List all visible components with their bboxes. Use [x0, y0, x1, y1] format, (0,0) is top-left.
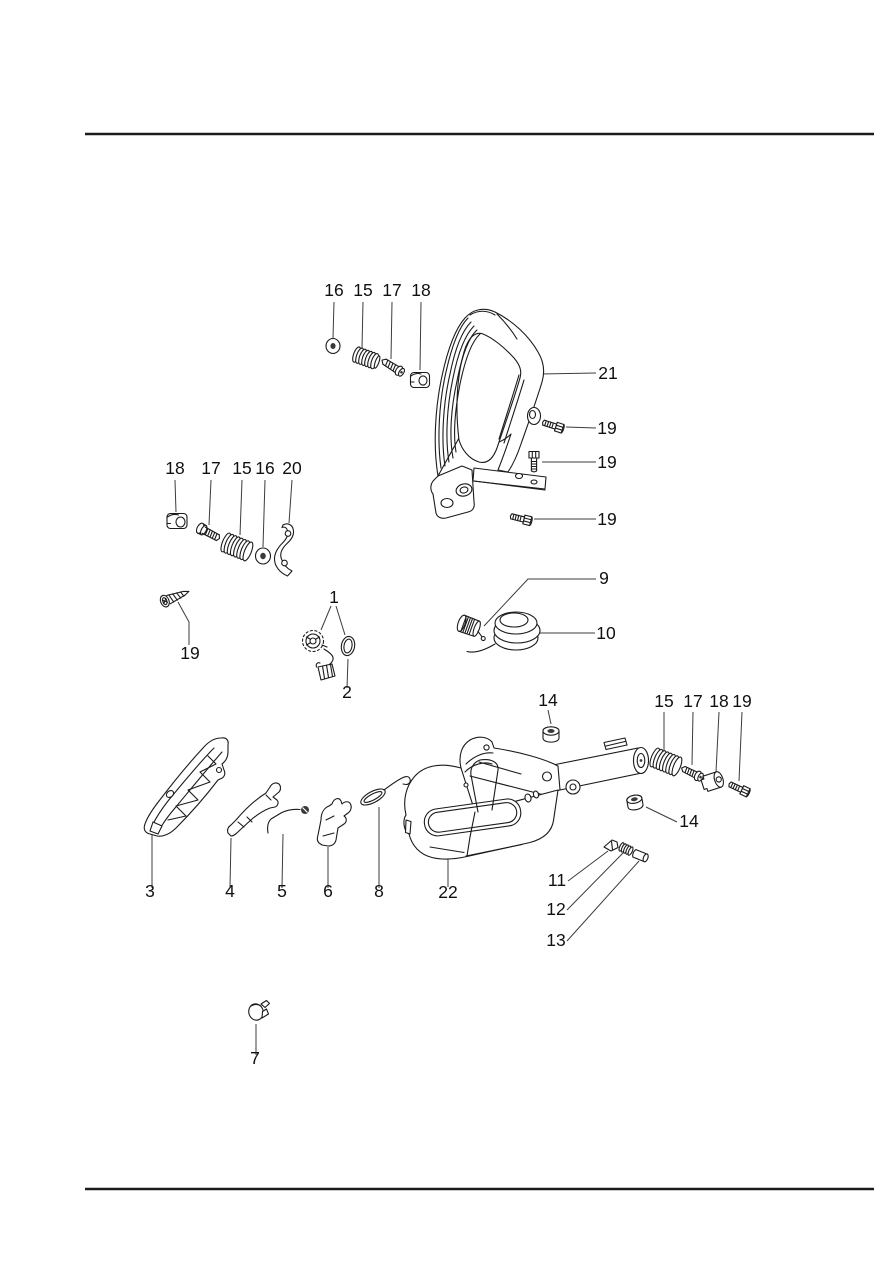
spring-drawing-right	[648, 747, 684, 777]
callout-17-right: 17	[683, 691, 703, 711]
lockout-lever-drawing-4	[228, 783, 281, 836]
callout-18-left: 18	[165, 458, 185, 478]
screw-drawing-19c	[509, 512, 533, 526]
screw-drawing-left17	[195, 522, 222, 543]
callout-6: 6	[323, 881, 333, 901]
pawl-drawing-9	[455, 614, 490, 641]
callout-7: 7	[250, 1048, 260, 1068]
callout-10: 10	[596, 623, 616, 643]
bracket-drawing-20	[275, 524, 294, 576]
callout-19-upper: 19	[597, 418, 617, 438]
washer-drawing-left	[256, 548, 271, 564]
callout-17-top: 17	[382, 280, 402, 300]
callout-14-top: 14	[538, 690, 558, 710]
callout-20: 20	[282, 458, 302, 478]
callout-22: 22	[438, 882, 458, 902]
bolt-drawing-right19	[727, 780, 751, 798]
throttle-trigger-drawing-6	[317, 799, 351, 846]
plug-drawing-7	[247, 1001, 270, 1022]
callout-8: 8	[374, 881, 384, 901]
callout-17-left: 17	[201, 458, 221, 478]
pin-drawing-11	[604, 840, 618, 851]
washer-drawing-top	[326, 339, 340, 354]
nut-drawing-top	[411, 373, 430, 388]
callout-15-top: 15	[353, 280, 373, 300]
callout-18-top: 18	[411, 280, 431, 300]
callout-19-lower: 19	[597, 509, 617, 529]
callout-18-right: 18	[709, 691, 729, 711]
plunger-drawing-13	[632, 849, 649, 862]
spring-drawing-top	[351, 346, 381, 370]
callout-15-right: 15	[654, 691, 674, 711]
screw-drawing-19b	[529, 452, 539, 473]
callout-9: 9	[599, 568, 609, 588]
o-ring-drawing-2	[340, 635, 356, 656]
screw-drawing-19a	[541, 418, 565, 433]
callout-16-top: 16	[324, 280, 344, 300]
front-handle-drawing	[431, 309, 546, 518]
small-spring-drawing-12	[618, 842, 634, 856]
callout-3: 3	[145, 881, 155, 901]
handle-molding-drawing-3	[144, 738, 228, 836]
callout-19-right: 19	[732, 691, 752, 711]
buffer-drawing-14-top	[543, 727, 559, 742]
buffer-drawing-14-bottom	[626, 794, 644, 811]
wood-screw-drawing-left19	[159, 586, 191, 608]
callout-16-left: 16	[255, 458, 275, 478]
nut-drawing-right18	[700, 771, 725, 793]
callout-2: 2	[342, 682, 352, 702]
callout-12: 12	[546, 899, 566, 919]
wire-spring-drawing-5	[268, 806, 309, 833]
switch-drawing-1	[303, 631, 336, 681]
callout-21: 21	[598, 363, 618, 383]
callout-19-left: 19	[180, 643, 200, 663]
callout-5: 5	[277, 881, 287, 901]
callout-4: 4	[225, 881, 235, 901]
callout-14-bottom: 14	[679, 811, 699, 831]
callout-15-left: 15	[232, 458, 252, 478]
screw-drawing-top	[379, 356, 406, 378]
callout-11: 11	[547, 870, 567, 890]
spring-drawing-left	[219, 532, 255, 562]
callout-13: 13	[546, 930, 566, 950]
callout-1: 1	[329, 587, 339, 607]
callout-19-middle: 19	[597, 452, 617, 472]
throttle-rod-drawing-8	[358, 777, 410, 809]
nut-drawing-left	[167, 514, 187, 529]
